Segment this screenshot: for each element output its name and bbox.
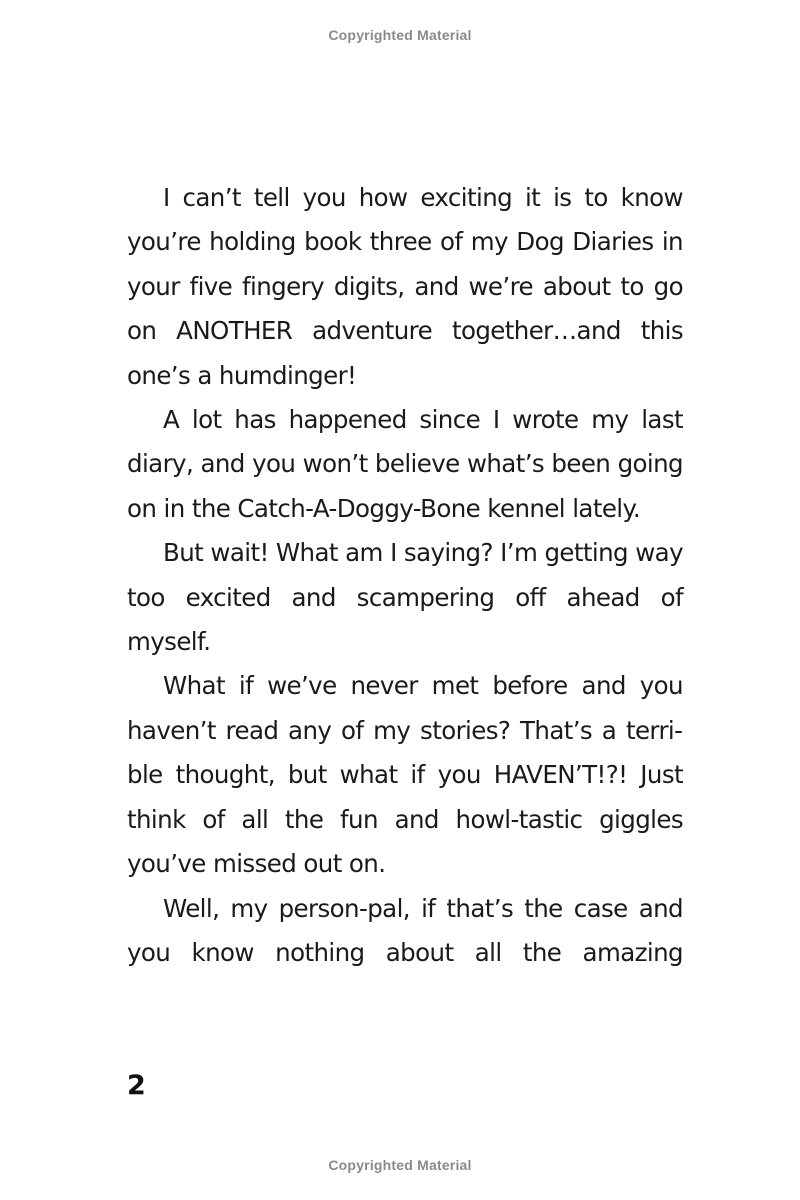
page-body-text: [127, 176, 683, 975]
copyright-watermark-bottom: Copyrighted Material: [328, 1157, 472, 1173]
copyright-watermark-top: Copyrighted Material: [328, 27, 472, 43]
paragraph: But wait! What am I saying? I’m getting way too excited and scampering off ahead of myself.: [127, 538, 683, 657]
paragraph-last-line: Well, my person-pal, if that’s the case and you know nothing about all the amazing: [127, 893, 683, 967]
page-number: 2: [127, 1070, 146, 1101]
paragraph: A lot has happened since I wrote my last diary, and you won’t believe what’s been going on in the Catch-A-Doggy-Bone kennel lately.: [127, 405, 683, 523]
paragraph: What if we’ve never met before and you haven’t read any of my stories? That’s a terrible thought, but what if you HAVEN’T!?! Just think of all the fun and howl-tastic giggles you’ve missed out on.: [127, 671, 683, 879]
paragraph: I can’t tell you how exciting it is to know you’re holding book three of my Dog Diaries in your five fingery digits, and we’re about to go on ANOTHER adventure together…and this one’s a humdinger!: [127, 183, 683, 390]
